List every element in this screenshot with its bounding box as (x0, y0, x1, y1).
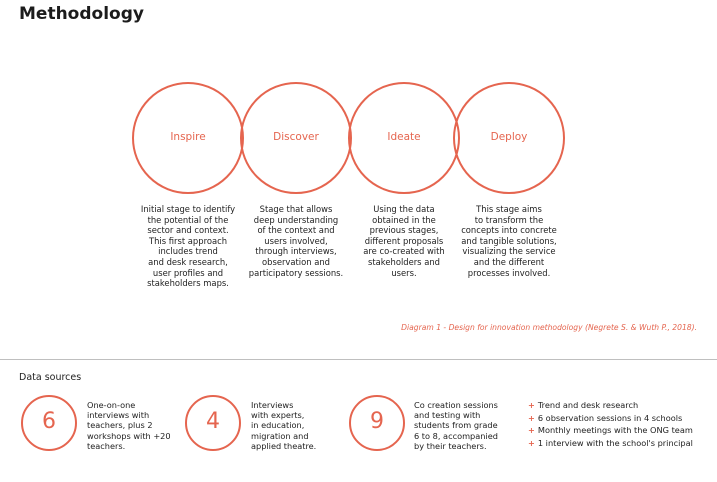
data-source-text: Co creation sessions and testing with students from grade 6 to 8, accompanied by their teachers. (414, 400, 498, 451)
list-item (528, 412, 693, 425)
data-sources-heading: Data sources (19, 372, 82, 383)
list-item-text: Monthly meetings with the ONG team (537, 425, 693, 435)
data-source-text: Interviews with experts, in education, migration and applied theatre. (251, 400, 317, 451)
stage-description-inspire: Initial stage to identify the potential of the sector and context. This first approach includes trend and desk research, user profiles and stakeholders maps. (140, 204, 236, 289)
stage-description-discover: Stage that allows deep understanding of the context and users involved, through interviews, observation and participatory sessions. (248, 204, 344, 278)
data-source-text: One-on-one interviews with teachers, plus 2 workshops with +20 teachers. (87, 400, 171, 451)
stage-label-ideate: Ideate (387, 131, 421, 143)
list-item (528, 424, 693, 437)
data-source-number: 9 (370, 409, 384, 434)
data-source-number: 4 (206, 409, 220, 434)
stage-description-ideate: Using the data obtained in the previous stages, different proposals are co-created with stakeholders and users. (363, 204, 445, 278)
plus-icon: + (528, 437, 535, 448)
plus-icon: + (528, 400, 535, 410)
list-item-text: 1 interview with the school's principal (537, 437, 693, 448)
list-item (528, 399, 693, 412)
stage-label-inspire: Inspire (170, 131, 206, 143)
plus-icon: + (528, 412, 535, 423)
list-item-text: Trend and desk research (537, 400, 639, 410)
plus-icon: + (528, 425, 535, 435)
list-item (528, 437, 693, 450)
stage-description-deploy: This stage aims to transform the concepts into concrete and tangible solutions, visualizing the service and the different processes involved. (461, 204, 557, 278)
list-item-text: 6 observation sessions in 4 schools (537, 412, 683, 423)
data-source-number: 6 (42, 409, 56, 434)
section-divider (0, 359, 717, 360)
stage-label-discover: Discover (273, 131, 319, 143)
page-title: Methodology (19, 4, 144, 24)
additional-sources-list (528, 399, 693, 449)
stage-label-deploy: Deploy (490, 131, 528, 143)
diagram-caption: Diagram 1 - Design for innovation methodology (Negrete S. & Wuth P., 2018). (401, 323, 697, 332)
